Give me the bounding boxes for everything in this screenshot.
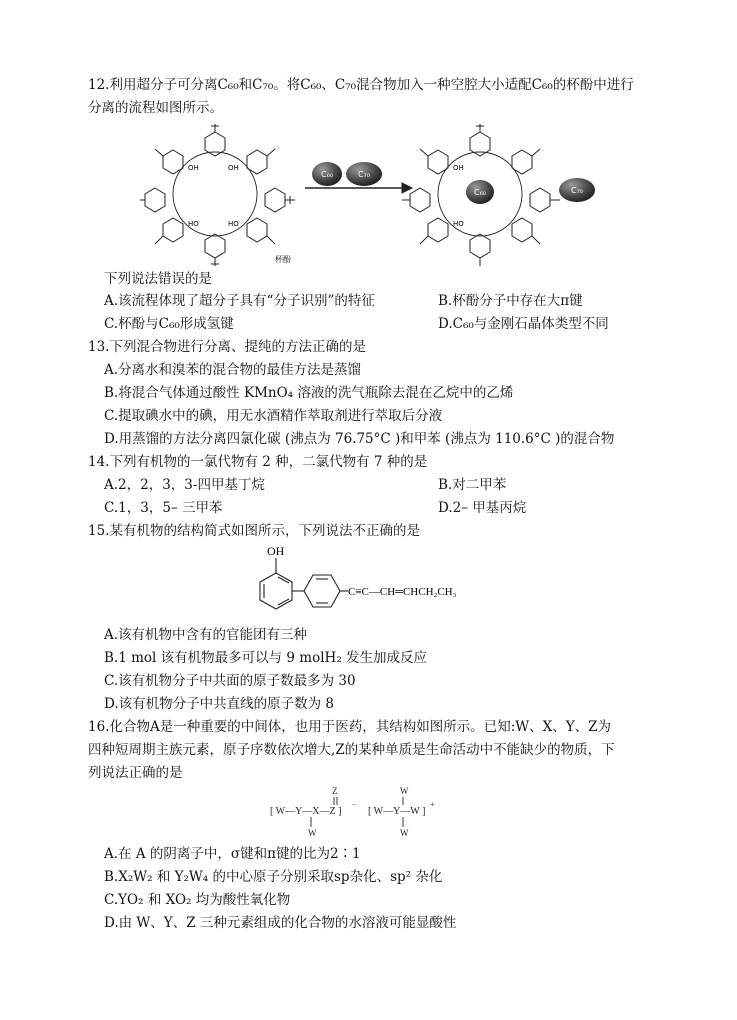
oh-label-right: OH xyxy=(453,164,464,172)
oh-label-left: OH xyxy=(188,164,199,172)
q12-stem-line1: 12.利用超分子可分离C₆₀和C₇₀。将C₆₀、C₇₀混合物加入一种空腔大小适配C₆₀的杯酚中进行 xyxy=(88,77,634,93)
calixarene-separation-figure xyxy=(140,122,640,270)
anion-charge: − xyxy=(352,800,357,809)
q13-option-b: B.将混合气体通过酸性 KMnO₄ 溶液的洗气瓶除去混在乙烷中的乙烯 xyxy=(104,385,514,401)
biphenyl-structure-figure xyxy=(240,542,500,622)
q15-option-b: B.1 mol 该有机物最多可以与 9 molH₂ 发生加成反应 xyxy=(104,650,428,666)
q13-stem: 13.下列混合物进行分离、提纯的方法正确的是 xyxy=(88,339,366,355)
ho-label-right: HO xyxy=(453,220,464,228)
cation-top-atom: W xyxy=(400,786,409,796)
phenol-ring xyxy=(260,573,292,609)
q12-option-c: C.杯酚与C₆₀形成氢键 xyxy=(104,316,234,332)
q12-question: 下列说法错误的是 xyxy=(104,271,212,287)
q13-option-c: C.提取碘水中的碘，用无水酒精作萃取剂进行萃取后分液 xyxy=(104,408,443,424)
ionic-compound-structure xyxy=(270,782,470,842)
phenol-oh-label: OH xyxy=(267,544,285,558)
q16-option-a: A.在 A 的阴离子中，σ键和π键的比为2∶1 xyxy=(104,846,361,862)
c60-ball-label: C₆₀ xyxy=(321,170,333,179)
q15-option-c: C.该有机物分子中共面的原子数最多为 30 xyxy=(104,673,356,689)
c70-ball-free-label: C₇₀ xyxy=(571,186,583,195)
q16-option-d: D.由 W、Y、Z 三种元素组成的化合物的水溶液可能显酸性 xyxy=(104,915,457,931)
q12-option-d: D.C₆₀与金刚石晶体类型不同 xyxy=(438,316,609,332)
q14-option-a: A.2，2，3，3-四甲基丁烷 xyxy=(104,477,265,493)
ho-label-left: HO xyxy=(188,220,199,228)
calixarene-left xyxy=(140,124,295,266)
q15-option-d: D.该有机物分子中共直线的原子数为 8 xyxy=(104,696,335,712)
q14-stem: 14.下列有机物的一氯代物有 2 种，二氯代物有 7 种的是 xyxy=(88,454,428,470)
q14-option-d: D.2– 甲基丙烷 xyxy=(438,500,527,516)
side-chain-text: C≡C—CH═CHCH₂CH₃ xyxy=(348,586,457,598)
anion-top-atom: Z xyxy=(332,786,338,796)
q16-stem-line1: 16.化合物A是一种重要的中间体，也用于医药，其结构如图所示。已知:W、X、Y、Z为 xyxy=(88,719,612,735)
anion-bottom-atom: W xyxy=(308,828,317,838)
q16-stem-line3: 列说法正确的是 xyxy=(88,765,183,781)
cation-bottom-atom: W xyxy=(400,828,409,838)
q12-option-a: A.该流程体现了超分子具有“分子识别”的特征 xyxy=(104,293,375,309)
q12-stem-line2: 分离的流程如图所示。 xyxy=(88,100,223,116)
q14-option-b: B.对二甲苯 xyxy=(438,477,507,493)
ho-label-left-2: HO xyxy=(228,220,239,228)
oh-label-left-2: OH xyxy=(228,164,239,172)
anion-formula: [ W—Y—X—Z ] xyxy=(270,806,342,817)
cation-formula: [ W—Y—W ] xyxy=(368,806,426,817)
q16-option-c: C.YO₂ 和 XO₂ 均为酸性氧化物 xyxy=(104,892,291,908)
c60-ball-in-cage-label: C₆₀ xyxy=(474,188,486,197)
q13-option-a: A.分离水和溴苯的混合物的最佳方法是蒸馏 xyxy=(104,362,362,378)
calixarene-caption: 杯酚 xyxy=(275,255,291,264)
q13-option-d: D.用蒸馏的方法分离四氯化碳 (沸点为 76.75°C )和甲苯 (沸点为 110.6°C )的混合物 xyxy=(104,431,615,447)
q16-stem-line2: 四种短周期主族元素，原子序数依次增大,Z的某种单质是生命活动中不能缺少的物质，下 xyxy=(88,742,615,758)
cation-charge: + xyxy=(430,800,435,809)
q12-option-b: B.杯酚分子中存在大π键 xyxy=(438,293,583,309)
q15-stem: 15.某有机物的结构简式如图所示，下列说法不正确的是 xyxy=(88,523,420,539)
c70-ball-label: C₇₀ xyxy=(358,170,370,179)
q15-option-a: A.该有机物中含有的官能团有三种 xyxy=(104,627,308,643)
phenyl-ring xyxy=(304,575,340,607)
q16-option-b: B.X₂W₂ 和 Y₂W₄ 的中心原子分别采取sp杂化、sp² 杂化 xyxy=(104,869,443,885)
q14-option-c: C.1，3，5– 三甲苯 xyxy=(104,500,223,516)
